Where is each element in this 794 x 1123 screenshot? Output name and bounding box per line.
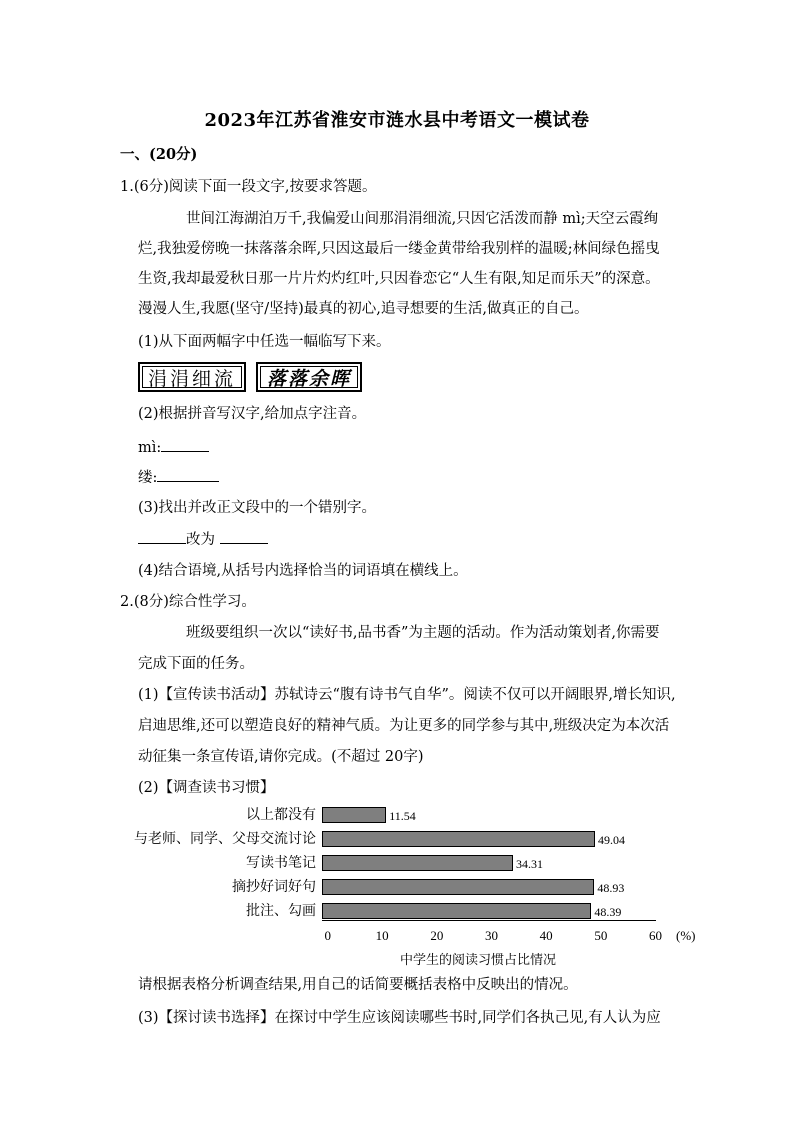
section-heading: 一、(20分) <box>120 146 198 163</box>
x-tick-label: 20 <box>430 928 444 943</box>
chart-bar <box>322 903 591 919</box>
mi-answer-blank[interactable] <box>161 437 209 452</box>
x-tick-label: 50 <box>594 928 608 943</box>
q1-heading: 1.(6分)阅读下面一段文字,按要求答题。 <box>120 179 377 195</box>
x-tick-label: 30 <box>485 928 498 943</box>
exam-title: 2023年江苏省淮安市涟水县中考语文一模试卷 <box>204 110 590 131</box>
calligraphy-sample-1 <box>138 362 246 392</box>
chart-bar-value-label: 49.04 <box>597 833 625 847</box>
q2-s1-line-1: (1)【宣传读书活动】苏轼诗云“腹有诗书气自华”。阅读不仅可以开阔眼界,增长知识, <box>138 687 676 703</box>
chart-category-label: 与老师、同学、父母交流讨论 <box>134 831 316 847</box>
chart-category-label: 写读书笔记 <box>246 855 316 871</box>
x-tick-label: 60 <box>649 928 662 943</box>
q2-intro-line-2: 完成下面的任务。 <box>138 656 254 672</box>
chart-bar <box>322 807 386 823</box>
q1-passage-line-4: 漫漫人生,我愿(坚守/坚持)最真的初心,追寻想要的生活,做真正的自己。 <box>138 301 589 317</box>
lv-answer-blank[interactable] <box>157 467 219 482</box>
q1-sub1: (1)从下面两幅字中任选一幅临写下来。 <box>138 334 391 350</box>
chart-bar <box>322 879 594 895</box>
q1-passage-line-2: 烂,我独爱傍晚一抹落落余晖,只因这最后一缕金黄带给我别样的温暖;林间绿色摇曳 <box>138 241 660 257</box>
q1-lv-line <box>138 467 219 488</box>
chart-bar-value-label: 11.54 <box>389 809 416 823</box>
chart-category-label: 摘抄好词好句 <box>232 879 316 895</box>
lv-label: 缕: <box>138 470 158 486</box>
q2-s3: (3)【探讨读书选择】在探讨中学生应该阅读哪些书时,同学们各执己见,有人认为应 <box>138 1010 661 1026</box>
chart-category-label: 以上都没有 <box>246 807 316 823</box>
chart-bar-value-label: 34.31 <box>515 857 543 871</box>
q2-intro-line-1: 班级要组织一次以“读好书,品书香”为主题的活动。作为活动策划者,你需要 <box>186 625 660 641</box>
q1-sub4: (4)结合语境,从括号内选择恰当的词语填在横线上。 <box>138 563 468 579</box>
chart-category-label: 批注、勾画 <box>246 903 316 919</box>
x-axis-line <box>322 920 656 921</box>
calligraphy-sample-2 <box>256 362 362 392</box>
q2-s2: (2)【调查读书习惯】 <box>138 780 275 796</box>
x-tick-label: 40 <box>539 928 553 943</box>
x-tick-label: 10 <box>375 928 389 943</box>
q1-sub2: (2)根据拼音写汉字,给加点字注音。 <box>138 406 367 422</box>
calligraphy-text-2: 落落余晖 <box>266 367 351 390</box>
mi-label: mì: <box>138 440 162 456</box>
wrong-char-blank[interactable] <box>138 529 186 544</box>
q1-correction-line <box>138 529 268 550</box>
chart-bar <box>322 831 595 847</box>
q2-s1-line-2: 启迪思维,还可以塑造良好的精神气质。为让更多的同学参与其中,班级决定为本次活 <box>138 718 670 734</box>
calligraphy-text-1: 涓涓细流 <box>147 367 236 390</box>
chart-bar <box>322 855 513 871</box>
q1-mi-line <box>138 437 209 458</box>
chart-x-title: 中学生的阅读习惯占比情况 <box>400 953 557 968</box>
q2-s1-line-3: 动征集一条宣传语,请你完成。(不超过 20字) <box>138 749 424 765</box>
change-to-label: 改为 <box>186 532 215 548</box>
correct-char-blank[interactable] <box>220 529 268 544</box>
q1-passage-line-1: 世间江海湖泊万千,我偏爱山间那涓涓细流,只因它活泼而静 mì;天空云霞绚 <box>186 211 659 227</box>
chart-bar-value-label: 48.93 <box>597 881 625 895</box>
x-tick-label: 0 <box>324 928 331 943</box>
q1-passage-line-3: 生资,我却最爱秋日那一片片灼灼红叶,只因眷恋它“人生有限,知足而乐天”的深意。 <box>138 271 660 287</box>
x-axis-unit: (%) <box>676 928 696 943</box>
q1-sub3: (3)找出并改正文段中的一个错别字。 <box>138 500 377 516</box>
chart-bar-value-label: 48.39 <box>594 905 622 919</box>
q2-heading: 2.(8分)综合性学习。 <box>120 594 256 610</box>
q2-after-chart: 请根据表格分析调查结果,用自己的话简要概括表格中反映出的情况。 <box>138 977 578 993</box>
